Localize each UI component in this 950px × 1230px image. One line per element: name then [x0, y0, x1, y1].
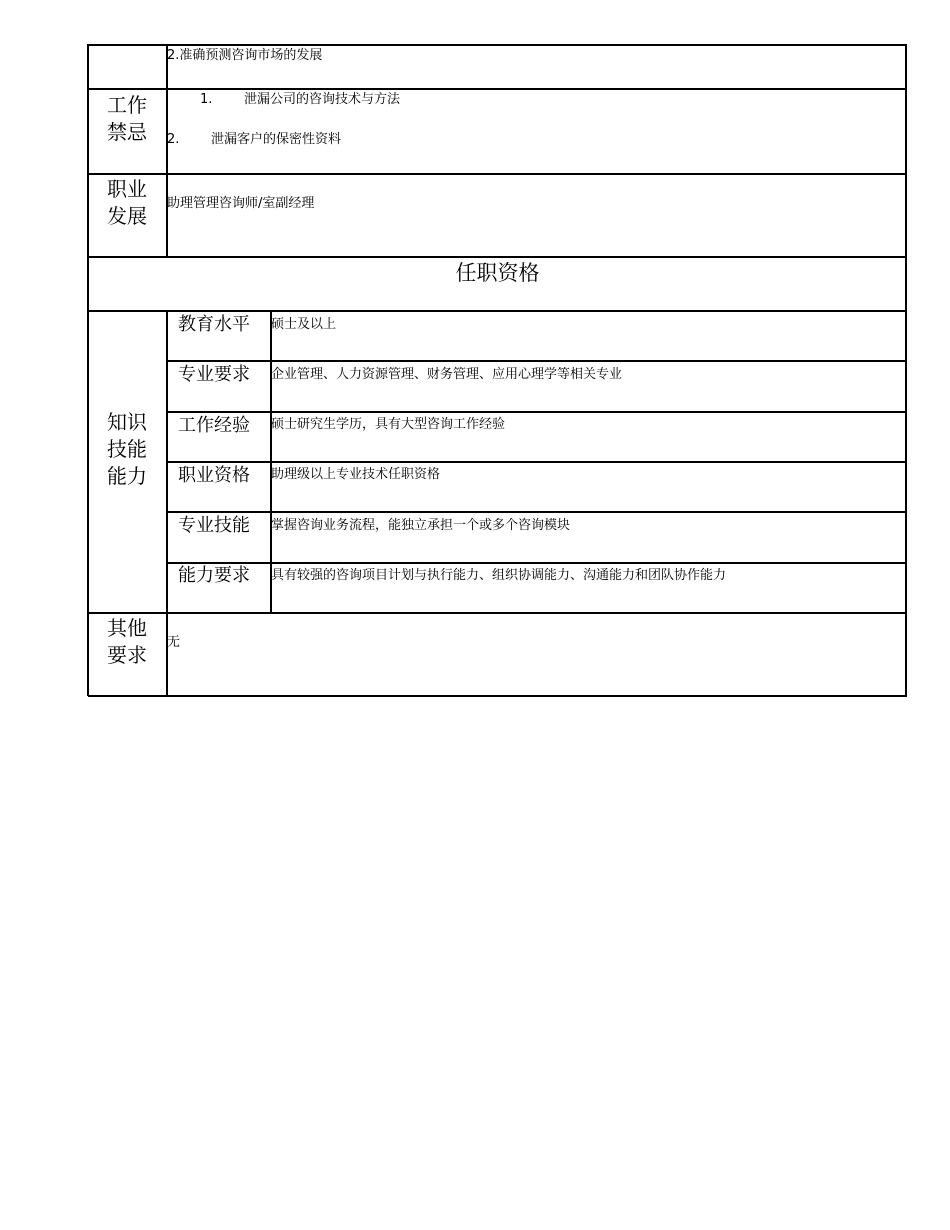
row-divider [88, 612, 907, 614]
table-border-top [88, 44, 907, 46]
table-border-bottom [88, 695, 907, 697]
education-level-value: 硕士及以上 [271, 317, 337, 332]
taboo-item-1-number: 1. [200, 92, 213, 107]
prev-responsibility-item: 2.准确预测咨询市场的发展 [167, 48, 323, 63]
taboo-item-1-text: 泄漏公司的咨询技术与方法 [244, 92, 401, 107]
taboo-item-2-text: 泄漏客户的保密性资料 [211, 132, 342, 147]
sub-row-divider [166, 411, 907, 413]
ability-requirement-label: 能力要求 [178, 565, 250, 586]
career-development-text: 助理管理咨询师/室副经理 [167, 196, 315, 211]
professional-qualification-value: 助理级以上专业技术任职资格 [271, 467, 441, 482]
work-experience-label: 工作经验 [178, 415, 250, 436]
work-taboo-label: 工作 禁忌 [107, 93, 147, 144]
other-requirements-text: 无 [167, 635, 181, 650]
professional-qualification-label: 职业资格 [178, 465, 250, 486]
ability-requirement-value: 具有较强的咨询项目计划与执行能力、组织协调能力、沟通能力和团队协作能力 [271, 568, 727, 583]
table-border-right [905, 44, 907, 696]
row-divider [88, 310, 907, 312]
qualifications-title: 任职资格 [455, 261, 540, 285]
work-experience-value: 硕士研究生学历，具有大型咨询工作经验 [271, 417, 506, 432]
row-divider [88, 173, 907, 175]
label-column-divider [166, 44, 168, 257]
other-requirements-label: 其他 要求 [107, 616, 147, 667]
ksa-label: 知识 技能 能力 [107, 410, 147, 488]
professional-skills-label: 专业技能 [178, 515, 250, 536]
major-requirement-value: 企业管理、人力资源管理、财务管理、应用心理学等相关专业 [271, 367, 623, 382]
sub-row-divider [166, 360, 907, 362]
row-divider [88, 256, 907, 258]
professional-skills-value: 掌握咨询业务流程，能独立承担一个或多个咨询模块 [271, 518, 571, 533]
sub-row-divider [166, 511, 907, 513]
education-level-label: 教育水平 [178, 314, 250, 335]
career-development-label: 职业 发展 [107, 177, 147, 228]
row-divider [88, 88, 907, 90]
sub-row-divider [166, 461, 907, 463]
sub-row-divider [166, 562, 907, 564]
major-requirement-label: 专业要求 [178, 364, 250, 385]
taboo-item-2-number: 2. [167, 132, 180, 147]
